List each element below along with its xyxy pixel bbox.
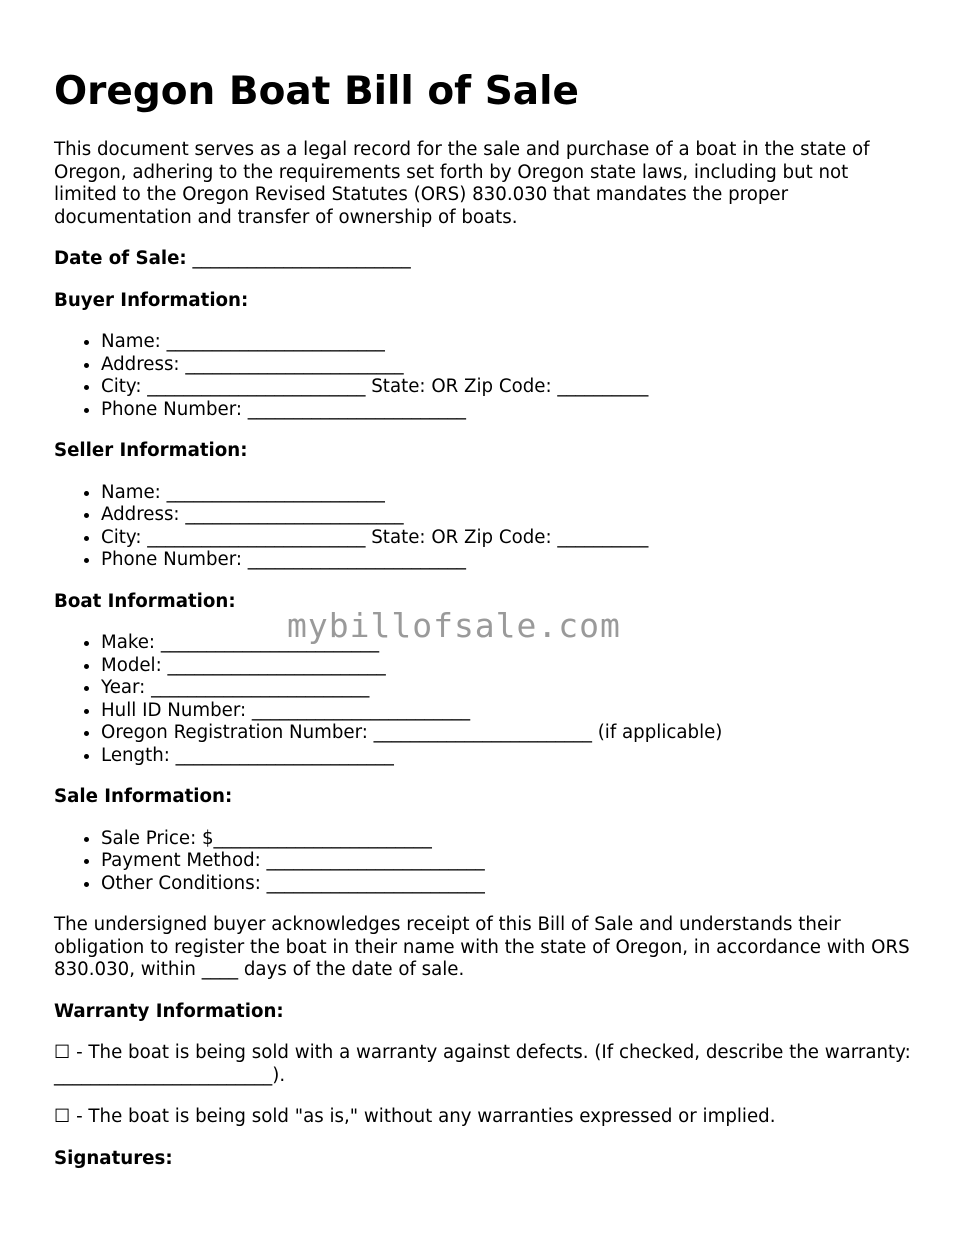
sale-list — [54, 828, 914, 896]
seller-name-field[interactable]: • Name: ________________________ — [101, 482, 914, 505]
buyer-address-field[interactable]: • Address: ________________________ — [101, 354, 914, 377]
date-of-sale-label: Date of Sale: — [54, 248, 187, 269]
buyer-list — [54, 331, 914, 421]
buyer-phone-field[interactable]: • Phone Number: ________________________ — [101, 399, 914, 422]
boat-model-field[interactable]: • Model: ________________________ — [101, 655, 914, 678]
watermark: mybillofsale.com — [287, 606, 621, 645]
date-of-sale-line — [54, 248, 914, 271]
buyer-city-field[interactable]: • City: ________________________ State: OR Zip Code: __________ — [101, 376, 914, 399]
boat-year-field[interactable]: • Year: ________________________ — [101, 677, 914, 700]
warranty-section-title: Warranty Information: — [54, 1000, 284, 1022]
seller-list — [54, 482, 914, 572]
sale-section-title: Sale Information: — [54, 786, 233, 807]
sale-price-field[interactable]: • Sale Price: $________________________ — [101, 828, 914, 851]
document-title: Oregon Boat Bill of Sale — [54, 69, 579, 114]
buyer-name-field[interactable]: • Name: ________________________ — [101, 331, 914, 354]
seller-section-title: Seller Information: — [54, 440, 248, 461]
intro-paragraph: This document serves as a legal record for the sale and purchase of a boat in the state of Oregon, adhering to the requirements set forth by Oregon state laws, including but not limited to the Oregon Revised Statutes (ORS) 830.030 that mandates the proper documentation and transfer of ownership of boats. — [54, 139, 870, 228]
buyer-section-title: Buyer Information: — [54, 289, 249, 311]
boat-length-field[interactable]: • Length: ________________________ — [101, 745, 914, 768]
document-page — [54, 66, 914, 1189]
acknowledgment-paragraph: The undersigned buyer acknowledges receipt of this Bill of Sale and understands their obligation to register the boat in their name with the state of Oregon, in accordance with ORS 830.030, within ____ days of the date of sale. — [54, 914, 910, 980]
as-is-option-checkbox[interactable]: ☐ - The boat is being sold "as is," without any warranties expressed or implied. — [54, 1106, 776, 1127]
date-of-sale-blank[interactable]: ________________________ — [192, 248, 411, 269]
boat-section-title: Boat Information: — [54, 590, 236, 612]
boat-hull-id-field[interactable]: • Hull ID Number: ________________________ — [101, 700, 914, 723]
seller-city-field[interactable]: • City: ________________________ State: OR Zip Code: __________ — [101, 527, 914, 550]
boat-list — [54, 632, 914, 767]
signatures-section-title: Signatures: — [54, 1147, 173, 1169]
seller-address-field[interactable]: • Address: ________________________ — [101, 504, 914, 527]
boat-registration-field[interactable]: • Oregon Registration Number: ________________________ (if applicable) — [101, 722, 914, 745]
payment-method-field[interactable]: • Payment Method: ________________________ — [101, 850, 914, 873]
warranty-option-checkbox[interactable]: ☐ - The boat is being sold with a warranty against defects. (If checked, describe the warranty: ________________________). — [54, 1042, 911, 1086]
other-conditions-field[interactable]: • Other Conditions: ________________________ — [101, 873, 914, 896]
seller-phone-field[interactable]: • Phone Number: ________________________ — [101, 549, 914, 572]
boat-make-field[interactable]: • Make: ________________________ — [101, 632, 914, 655]
